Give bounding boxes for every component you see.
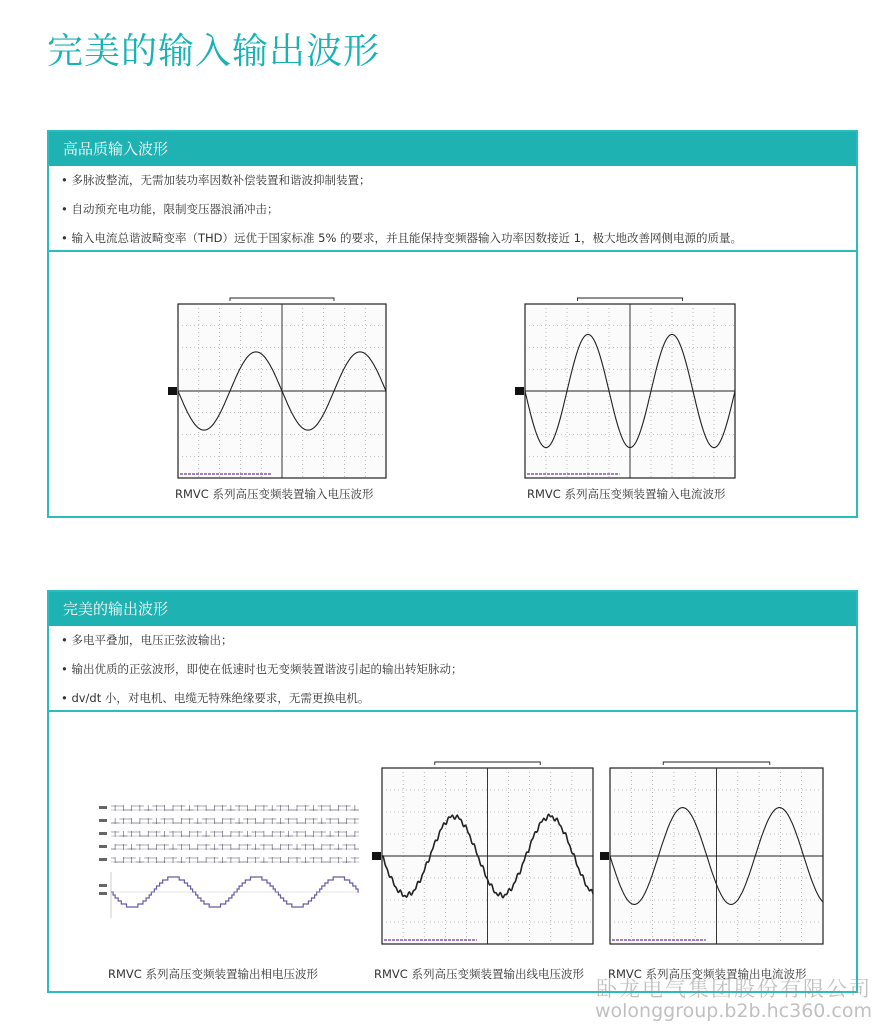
row-label xyxy=(99,806,107,809)
list-item: • 多电平叠加，电压正弦波输出； xyxy=(61,634,856,647)
oscilloscope-plot xyxy=(515,296,739,486)
row-label xyxy=(99,832,107,835)
input-voltage-waveform-image xyxy=(168,296,390,486)
output-bullet-list xyxy=(49,626,856,712)
input-voltage-caption: RMVC 系列高压变频装置输入电压波形 xyxy=(175,487,374,501)
watermark-company: 卧龙电气集团股份有限公司 xyxy=(596,977,872,1001)
input-bullet-list xyxy=(49,166,856,252)
row-label xyxy=(99,819,107,822)
list-item: • 自动预充电功能，限制变压器浪涌冲击； xyxy=(61,203,856,216)
input-section-header: 高品质输入波形 xyxy=(49,132,856,166)
watermark xyxy=(595,978,872,1022)
output-current-caption: RMVC 系列高压变频装置输出电流波形 xyxy=(608,967,807,981)
row-label xyxy=(99,884,107,887)
output-line-voltage-waveform-image xyxy=(372,760,597,952)
input-current-caption: RMVC 系列高压变频装置输入电流波形 xyxy=(527,487,726,501)
pwm-trace xyxy=(111,805,359,811)
list-item: • 输入电流总谐波畸变率（THD）远优于国家标准 5% 的要求，并且能保持变频器输入功率因数接近 1，极大地改善网侧电源的质量。 xyxy=(61,232,856,245)
output-phase-voltage-caption: RMVC 系列高压变频装置输出相电压波形 xyxy=(108,967,318,981)
row-label xyxy=(99,858,107,861)
oscilloscope-plot xyxy=(372,760,597,952)
trigger-bracket xyxy=(578,298,683,301)
trigger-bracket xyxy=(435,762,541,765)
multilevel-voltage-plot xyxy=(97,800,362,922)
channel-marker xyxy=(600,852,609,860)
row-label xyxy=(99,845,107,848)
list-item: • 多脉波整流，无需加装功率因数补偿装置和谐波抑制装置； xyxy=(61,174,856,187)
page-title: 完美的输入输出波形 xyxy=(47,31,381,72)
channel-marker xyxy=(372,852,381,860)
output-current-waveform-image xyxy=(600,760,827,952)
oscilloscope-plot xyxy=(168,296,390,486)
output-phase-voltage-waveform-image xyxy=(97,800,362,922)
oscilloscope-plot xyxy=(600,760,827,952)
output-line-voltage-caption: RMVC 系列高压变频装置输出线电压波形 xyxy=(374,967,584,981)
list-item: • dv/dt 小，对电机、电缆无特殊绝缘要求，无需更换电机。 xyxy=(61,692,856,705)
watermark-url: wolonggroup.b2b.hc360.com xyxy=(594,1000,872,1022)
trigger-bracket xyxy=(663,762,770,765)
pwm-trace xyxy=(111,844,359,850)
output-section-header: 完美的输出波形 xyxy=(49,592,856,626)
trigger-bracket xyxy=(230,298,334,301)
channel-marker xyxy=(168,387,177,395)
channel-marker xyxy=(515,387,524,395)
row-label xyxy=(99,892,107,895)
input-current-waveform-image xyxy=(515,296,739,486)
list-item: • 输出优质的正弦波形，即使在低速时也无变频装置谐波引起的输出转矩脉动； xyxy=(61,663,856,676)
pwm-trace xyxy=(111,818,359,824)
